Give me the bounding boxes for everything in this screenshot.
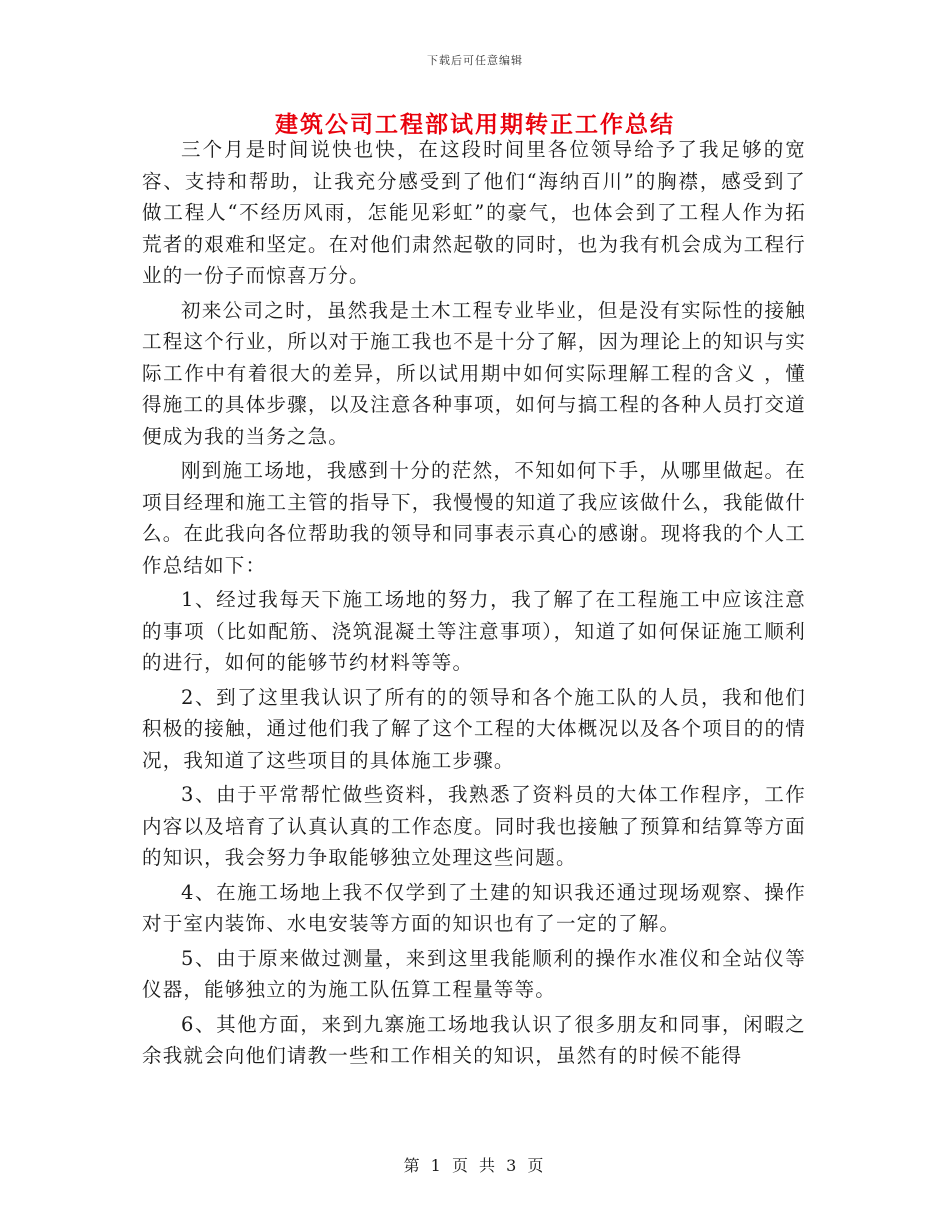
paragraph-arrival: 初来公司之时，虽然我是土木工程专业毕业，但是没有实际性的接触工程这个行业，所以对于施工我也不是十分了解，因为理论上的知识与实际工作中有着很大的差异，所以试用期中如何实际理解工程的含义 ，懂得施工的具体步骤，以及注意各种事项，如何与搞工程的各种人员打交道便成为我的当务之急。 <box>142 298 806 448</box>
paragraph-item-4: 4、在施工场地上我不仅学到了土建的知识我还通过现场观察、操作对于室内装饰、水电安装等方面的知识也有了一定的了解。 <box>142 880 806 935</box>
paragraph-intro: 三个月是时间说快也快，在这段时间里各位领导给予了我足够的宽容、支持和帮助，让我充分感受到了他们“海纳百川”的胸襟，感受到了做工程人“不经历风雨，怎能见彩虹”的豪气，也体会到了工程人作为拓荒者的艰难和坚定。在对他们肃然起敬的同时，也为我有机会成为工程行业的一份子而惊喜万分。 <box>142 138 806 287</box>
page-number: 第 1 页 共 3 页 <box>403 1156 547 1175</box>
document-title: 建筑公司工程部试用期转正工作总结 <box>275 111 675 138</box>
paragraph-item-6: 6、其他方面，来到九寨施工场地我认识了很多朋友和同事，闲暇之余我就会向他们请教一些和工作相关的知识，虽然有的时候不能得 <box>142 1012 806 1067</box>
document-body <box>142 134 806 1075</box>
paragraph-item-1: 1、经过我每天下施工场地的努力，我了解了在工程施工中应该注意的事项（比如配筋、浇筑混凝土等注意事项），知道了如何保证施工顺利的进行，如何的能够节约材料等等。 <box>142 588 806 674</box>
paragraph-item-2: 2、到了这里我认识了所有的的领导和各个施工队的人员，我和他们积极的接触，通过他们我了解了这个工程的大体概况以及各个项目的的情况，我知道了这些项目的具体施工步骤。 <box>142 685 806 772</box>
paragraph-item-3: 3、由于平常帮忙做些资料，我熟悉了资料员的大体工作程序，工作内容以及培育了认真认真的工作态度。同时我也接触了预算和结算等方面的知识，我会努力争取能够独立处理这些问题。 <box>142 783 806 869</box>
paragraph-item-5: 5、由于原来做过测量，来到这里我能顺利的操作水准仪和全站仪等仪器，能够独立的为施工队伍算工程量等等。 <box>142 946 806 1001</box>
page-header-note: 下载后可任意编辑 <box>427 54 523 67</box>
paragraph-site: 刚到施工场地，我感到十分的茫然，不知如何下手，从哪里做起。在项目经理和施工主管的指导下，我慢慢的知道了我应该做什么，我能做什么。在此我向各位帮助我的领导和同事表示真心的感谢。现将我的个人工作总结如下： <box>142 459 806 577</box>
